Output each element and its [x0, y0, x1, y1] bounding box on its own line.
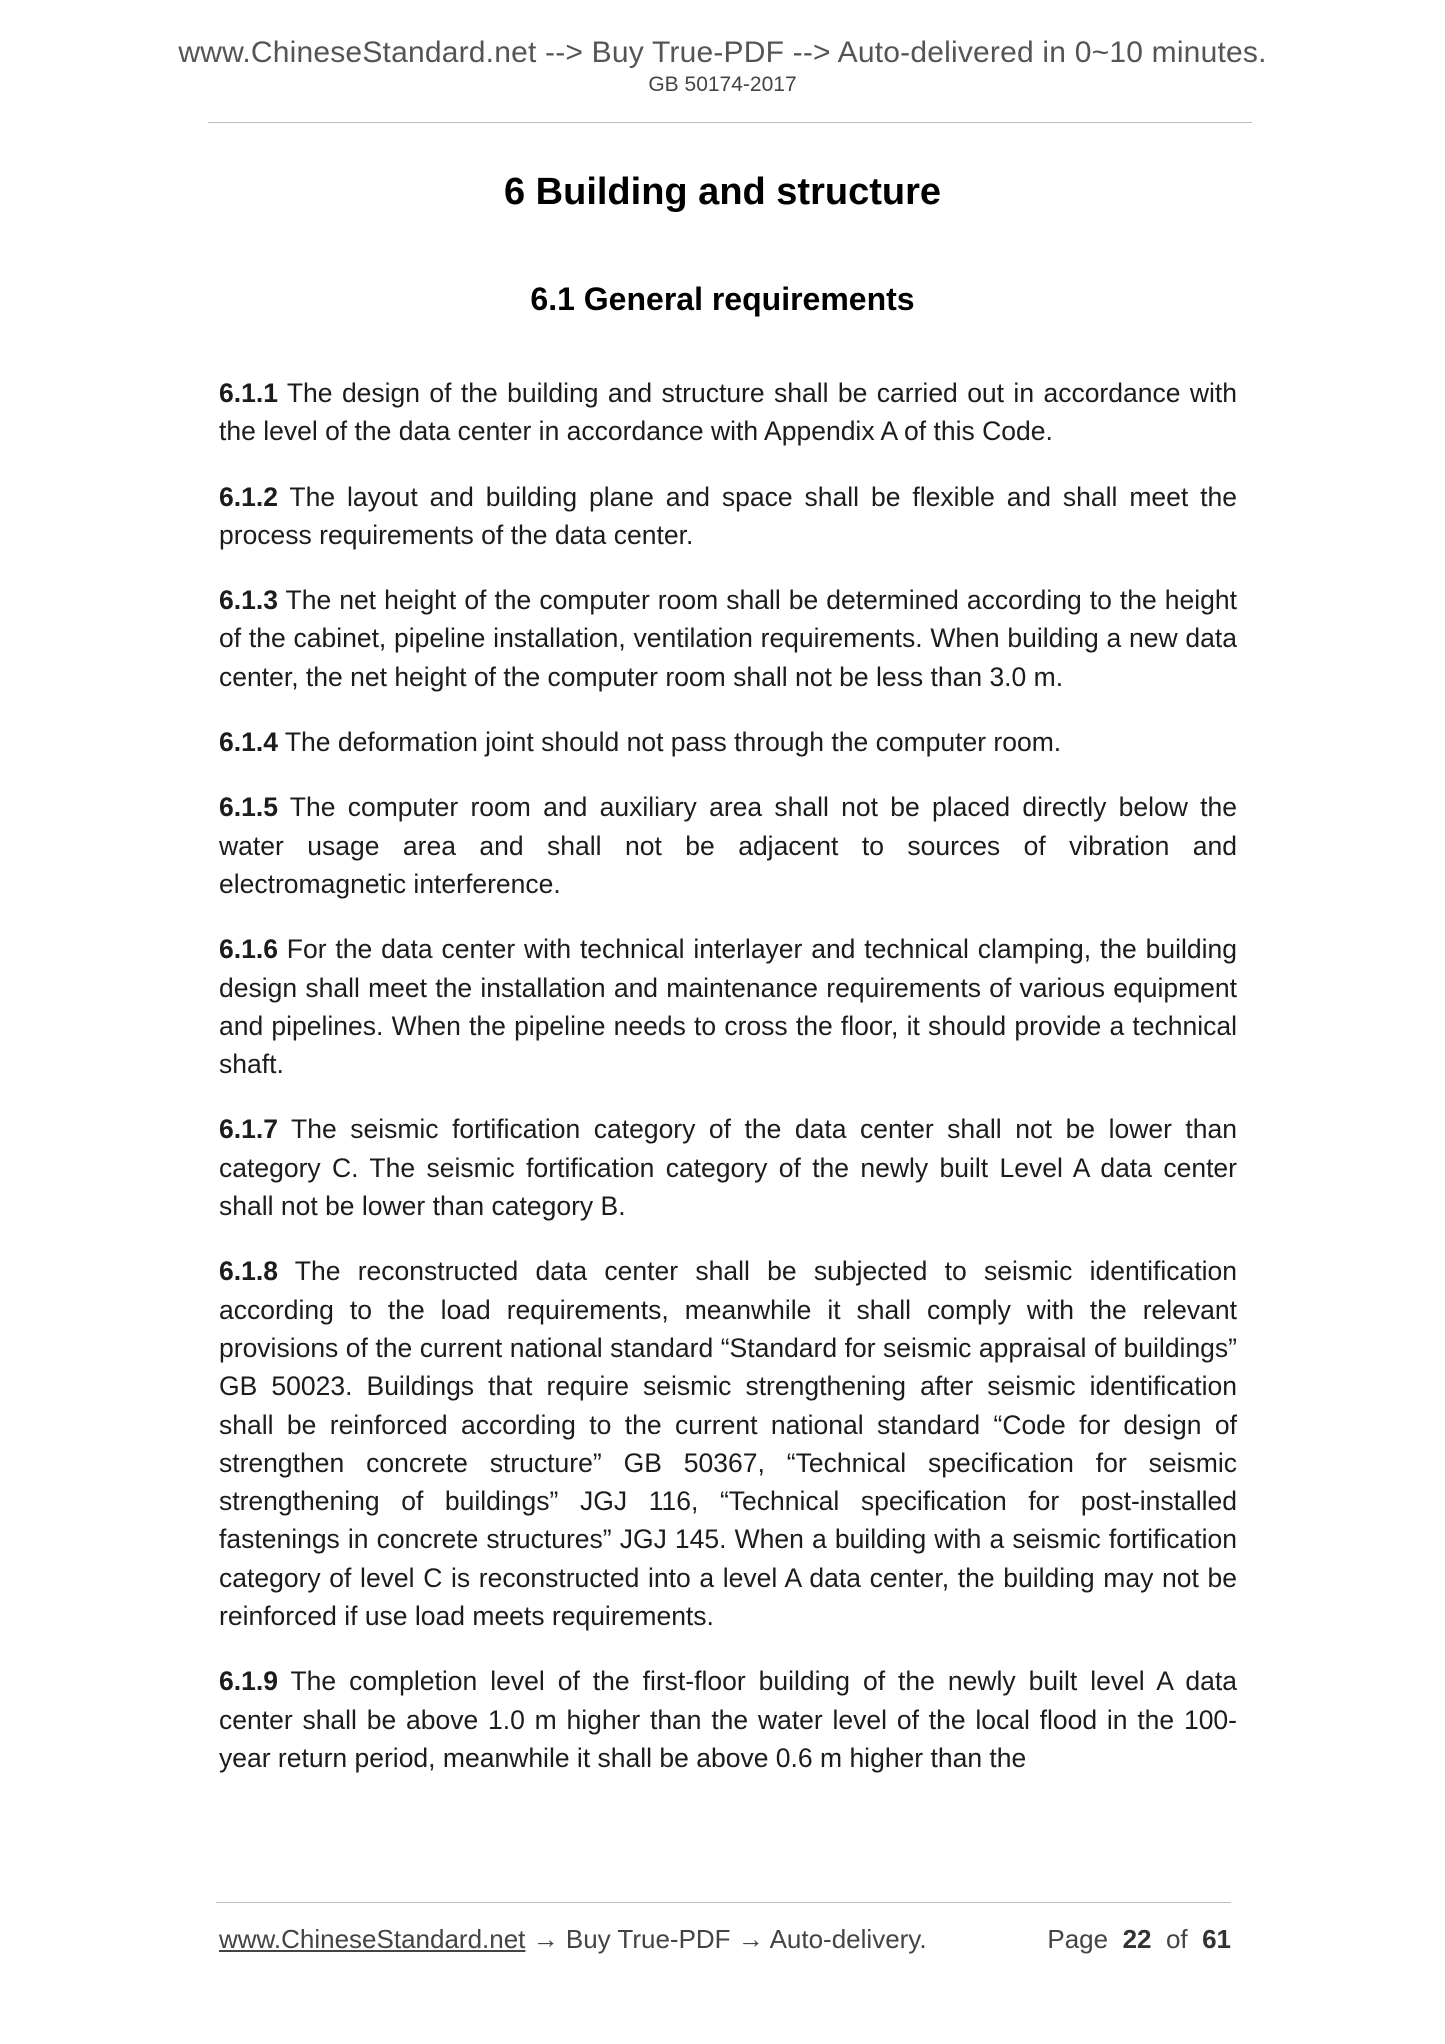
clause-number: 6.1.2	[219, 481, 278, 512]
of-label: of	[1165, 1924, 1188, 1954]
page-indicator	[1047, 1924, 1231, 1955]
clause-6-1-6	[219, 930, 1237, 1083]
clause-text: The seismic fortification category of the data center shall not be lower than category C. The seismic fortification category of the newly built Level A data center shall not be lower than category B.	[219, 1114, 1238, 1222]
clause-number: 6.1.9	[219, 1666, 278, 1697]
chapter-title: 6 Building and structure	[503, 171, 942, 213]
clause-6-1-9	[219, 1662, 1237, 1777]
standard-code: GB 50174-2017	[648, 73, 797, 96]
clause-6-1-8	[219, 1252, 1237, 1635]
clause-text: The computer room and auxiliary area shall not be placed directly below the water usage area and shall not be adjacent to sources of vibration and electromagnetic interference.	[219, 792, 1237, 899]
clause-text: The layout and building plane and space shall be flexible and shall meet the process requirements of the data center.	[219, 481, 1238, 550]
clause-6-1-2	[219, 478, 1237, 555]
header-divider	[208, 122, 1252, 123]
clause-text: The reconstructed data center shall be subjected to seismic identification according to the load requirements, meanwhile it shall comply with the relevant provisions of the current national standard “Standard for seismic appraisal of buildings” GB 50023. Buildings that require seismic strengthening after seismic identification shall be reinforced according to the current national standard “Code for design of strengthen concrete structure” GB 50367, “Technical specification for seismic strengthening of buildings” JGJ 116, “Technical specification for post-installed fastenings in concrete structures” JGJ 145. When a building with a seismic fortification category of level C is reconstructed into a level A data center, the building may not be reinforced if use load meets requirements.	[219, 1256, 1237, 1632]
clause-6-1-7	[219, 1110, 1237, 1225]
clause-text: The deformation joint should not pass through the computer room.	[284, 727, 1062, 758]
clause-6-1-5	[219, 788, 1237, 903]
total-pages: 61	[1202, 1924, 1231, 1954]
clause-text: The net height of the computer room shall be determined according to the height of the cabinet, pipeline installation, ventilation requirements. When building a new data center, the net height of the computer room shall not be less than 3.0 m.	[219, 585, 1238, 692]
clause-text: The design of the building and structure shall be carried out in accordance with the level of the data center in accordance with Appendix A of this Code.	[219, 378, 1237, 447]
page-label: Page	[1047, 1924, 1109, 1954]
clause-6-1-1	[219, 374, 1237, 451]
footer-promo	[219, 1924, 927, 1955]
clause-6-1-3	[219, 581, 1237, 696]
clause-number: 6.1.6	[219, 934, 278, 965]
clause-number: 6.1.4	[219, 727, 278, 758]
page-number: 22	[1122, 1924, 1152, 1954]
clause-number: 6.1.3	[219, 585, 278, 616]
clause-number: 6.1.8	[219, 1256, 278, 1287]
footer-site-link[interactable]: www.ChineseStandard.net	[219, 1924, 526, 1954]
clause-text: The completion level of the first-floor building of the newly built level A data center shall be above 1.0 m higher than the water level of the local flood in the 100-year return period, meanwhile it shall be above 0.6 m higher than the	[219, 1666, 1237, 1773]
footer-promo-text: → Buy True-PDF → Auto-delivery.	[525, 1924, 927, 1954]
clause-number: 6.1.1	[219, 378, 278, 408]
clause-number: 6.1.5	[219, 792, 278, 823]
clause-text: For the data center with technical interlayer and technical clamping, the building design shall meet the installation and maintenance requirements of various equipment and pipelines. When the pipeline needs to cross the floor, it should provide a technical shaft.	[219, 934, 1237, 1080]
footer-divider	[216, 1902, 1231, 1903]
clause-number: 6.1.7	[219, 1114, 278, 1145]
clause-6-1-4	[219, 723, 1237, 761]
header-banner: www.ChineseStandard.net --> Buy True-PDF --> Auto-delivered in 0~10 minutes.	[178, 36, 1267, 69]
section-title: 6.1 General requirements	[530, 281, 915, 317]
clause-list	[219, 374, 1237, 1804]
